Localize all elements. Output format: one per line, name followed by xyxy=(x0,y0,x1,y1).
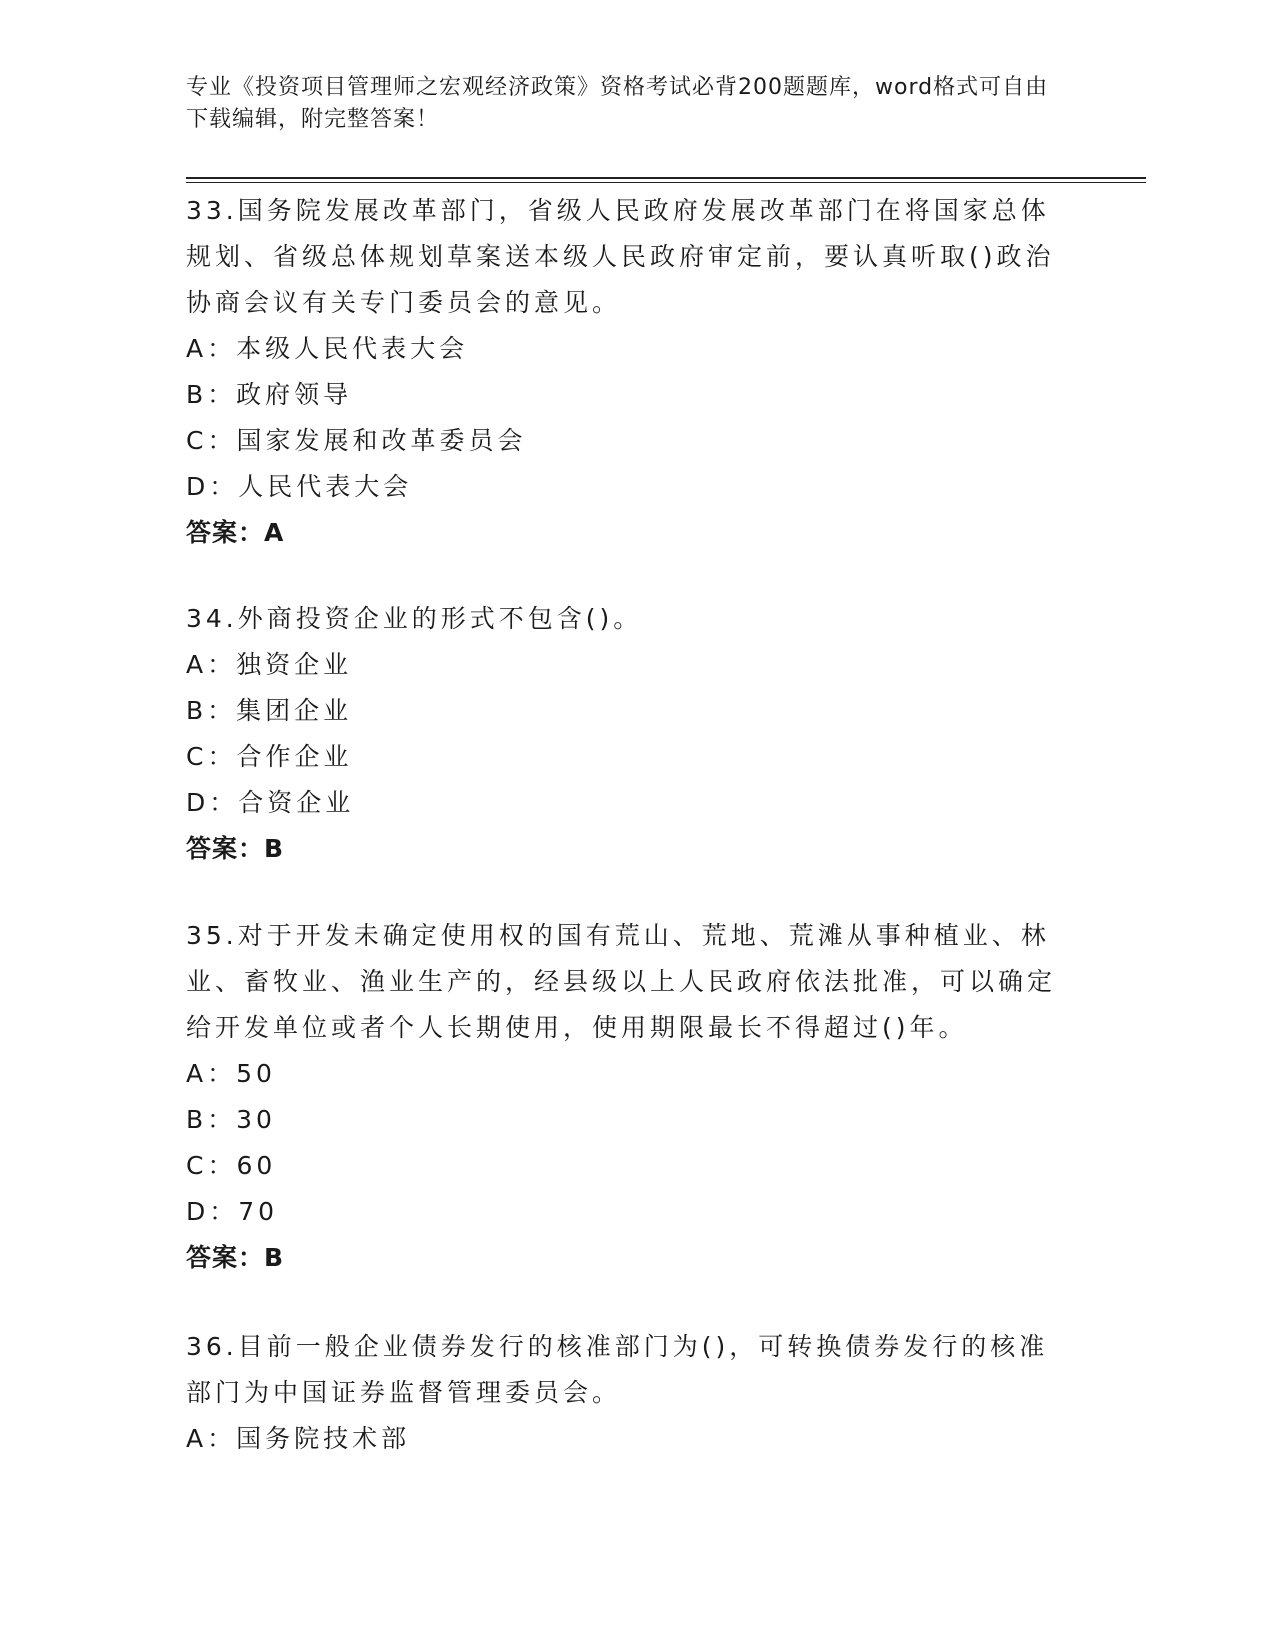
option-c: C：国家发展和改革委员会 xyxy=(186,426,527,455)
question-35 xyxy=(186,913,1066,1281)
option-b: B：政府领导 xyxy=(186,380,353,409)
answer-line: 答案：B xyxy=(186,1243,285,1272)
option-c: C：合作企业 xyxy=(186,742,353,771)
answer-line: 答案：B xyxy=(186,834,285,863)
option-c: C：60 xyxy=(186,1151,277,1180)
option-b: B：集团企业 xyxy=(186,696,353,725)
question-34 xyxy=(186,596,1066,872)
question-stem: 36.目前一般企业债券发行的核准部门为()，可转换债券发行的核准部门为中国证券监督管理委员会。 xyxy=(186,1332,1049,1407)
header-divider xyxy=(186,177,1146,179)
question-36 xyxy=(186,1324,1066,1462)
option-d: D：70 xyxy=(186,1197,279,1226)
option-a: A：国务院技术部 xyxy=(186,1424,411,1453)
header-divider-thin xyxy=(186,182,1146,183)
option-a: A：50 xyxy=(186,1059,276,1088)
option-d: D：人民代表大会 xyxy=(186,472,413,501)
answer-line: 答案：A xyxy=(186,518,285,547)
option-a: A：独资企业 xyxy=(186,650,353,679)
question-stem: 35.对于开发未确定使用权的国有荒山、荒地、荒滩从事种植业、林业、畜牧业、渔业生产的，经县级以上人民政府依法批准，可以确定给开发单位或者个人长期使用，使用期限最长不得超过()年。 xyxy=(186,921,1057,1042)
option-a: A：本级人民代表大会 xyxy=(186,334,469,363)
option-b: B：30 xyxy=(186,1105,276,1134)
question-stem: 34.外商投资企业的形式不包含()。 xyxy=(186,604,643,633)
document-header: 专业《投资项目管理师之宏观经济政策》资格考试必背200题题库，word格式可自由下载编辑，附完整答案！ xyxy=(186,75,1049,132)
question-stem: 33.国务院发展改革部门，省级人民政府发展改革部门在将国家总体规划、省级总体规划草案送本级人民政府审定前，要认真听取()政治协商会议有关专门委员会的意见。 xyxy=(186,196,1055,317)
option-d: D：合资企业 xyxy=(186,788,355,817)
question-33 xyxy=(186,188,1066,556)
